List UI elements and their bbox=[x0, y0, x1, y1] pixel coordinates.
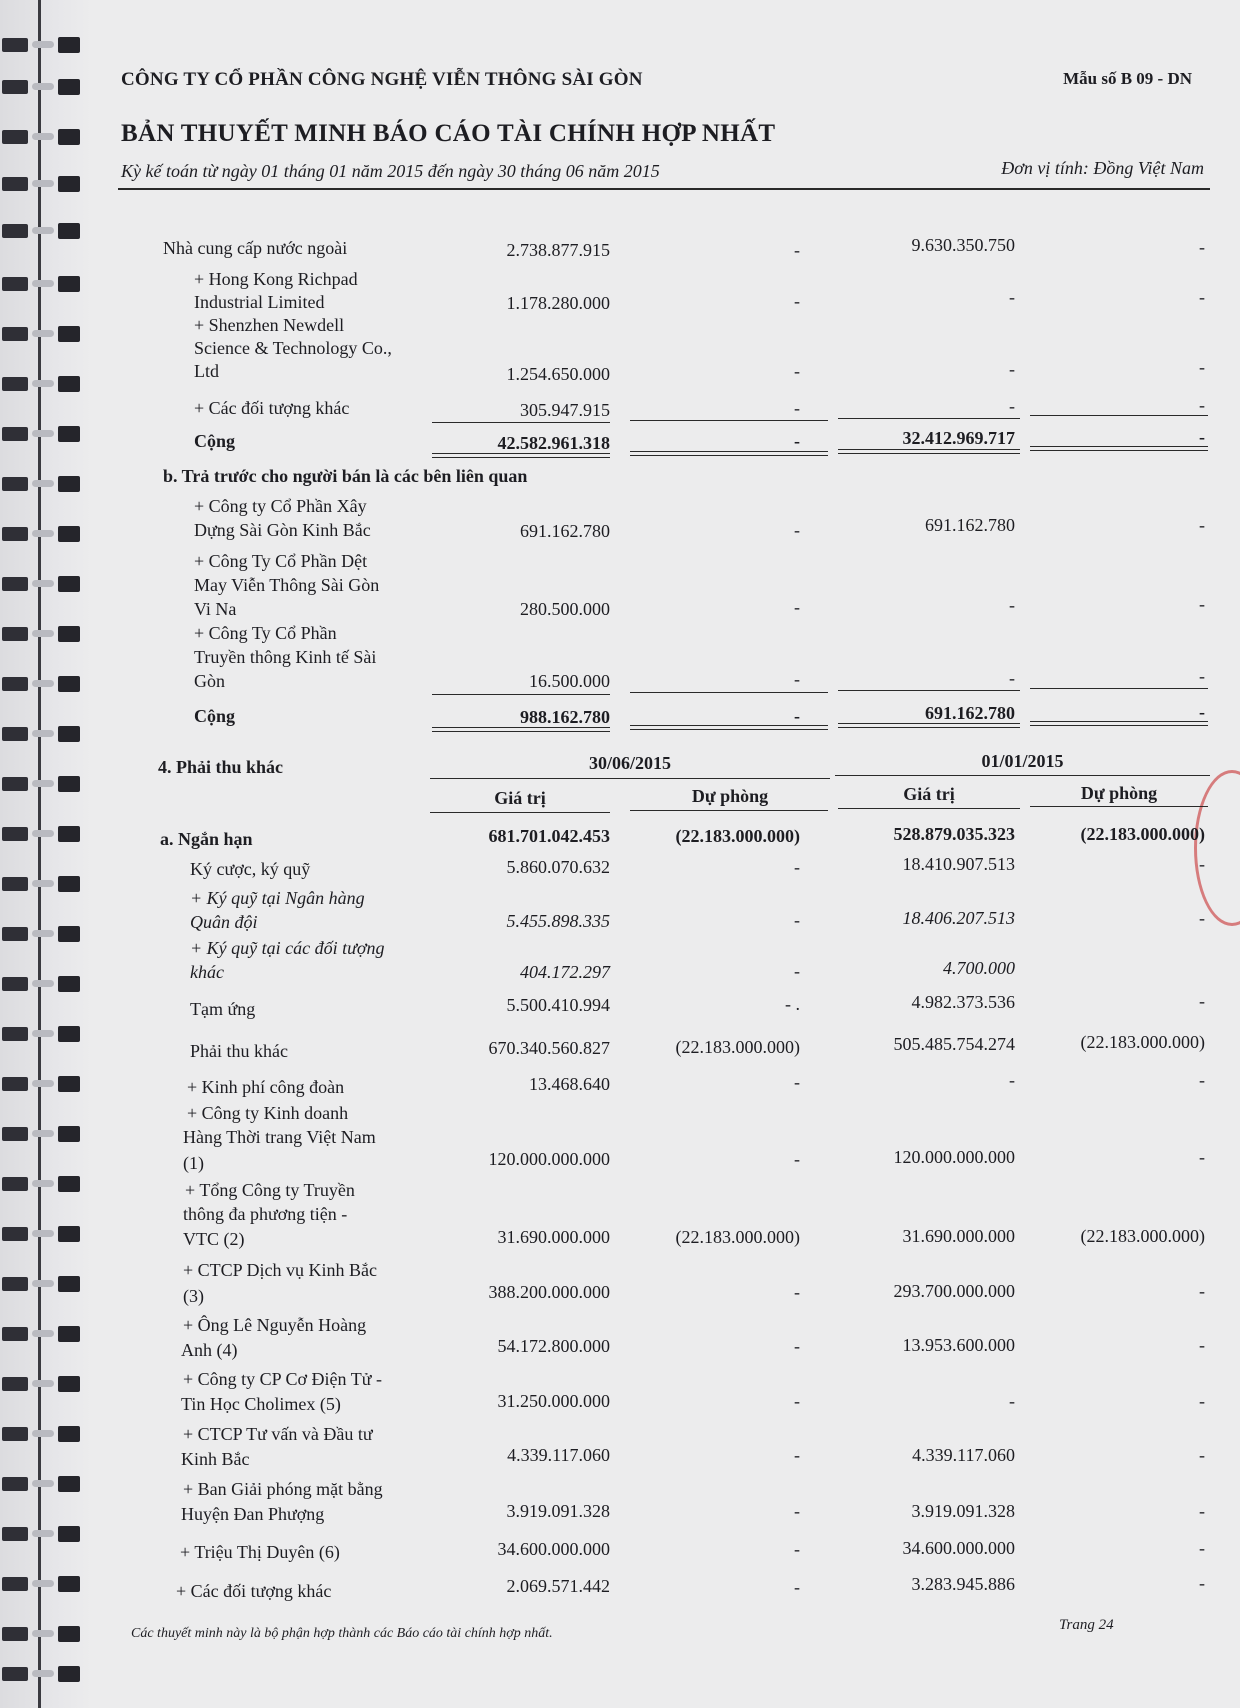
value-cell: - bbox=[794, 1072, 800, 1092]
value-cell: (22.183.000.000) bbox=[675, 1227, 800, 1247]
row-label: + Ông Lê Nguyễn Hoàng bbox=[183, 1315, 367, 1335]
row-label: (1) bbox=[183, 1153, 204, 1173]
total-label: Cộng bbox=[194, 706, 236, 726]
value-cell: - bbox=[794, 1391, 800, 1411]
col-provision-current: Dự phòng bbox=[691, 786, 769, 806]
row-label: Truyền thông Kinh tế Sài bbox=[194, 647, 377, 667]
row-label: a. Ngắn hạn bbox=[160, 829, 253, 849]
value-cell: 2.069.571.442 bbox=[506, 1576, 610, 1596]
row-label: Gòn bbox=[194, 671, 225, 691]
value-cell: - bbox=[1199, 702, 1205, 722]
col-provision-prior: Dự phòng bbox=[1080, 783, 1158, 803]
value-cell: 305.947.915 bbox=[520, 400, 610, 420]
value-cell: - bbox=[1199, 991, 1205, 1011]
value-cell: 681.701.042.453 bbox=[488, 826, 610, 846]
value-cell: 5.455.898.335 bbox=[506, 911, 610, 931]
value-cell: 54.172.800.000 bbox=[497, 1336, 610, 1356]
value-cell: - bbox=[1199, 594, 1205, 614]
row-label: + Công ty CP Cơ Điện Tử - bbox=[183, 1369, 382, 1389]
row-label: + CTCP Dịch vụ Kinh Bắc bbox=[183, 1260, 377, 1280]
value-cell: - bbox=[1199, 395, 1205, 415]
value-cell: - bbox=[794, 1149, 800, 1169]
page-number: Trang 24 bbox=[1059, 1617, 1114, 1633]
value-cell: 505.485.754.274 bbox=[893, 1034, 1015, 1054]
footer-note: Các thuyết minh này là bộ phận hợp thành các Báo cáo tài chính hợp nhất. bbox=[131, 1626, 553, 1641]
value-cell: - bbox=[1199, 427, 1205, 447]
document-title: BẢN THUYẾT MINH BÁO CÁO TÀI CHÍNH HỢP NHẤT bbox=[121, 120, 776, 147]
value-cell: 31.250.000.000 bbox=[497, 1391, 610, 1411]
total-double-rule bbox=[630, 725, 828, 730]
value-cell: 280.500.000 bbox=[520, 599, 610, 619]
value-cell: - bbox=[794, 1282, 800, 1302]
value-cell: 31.690.000.000 bbox=[497, 1227, 610, 1247]
value-cell: 32.412.969.717 bbox=[902, 428, 1015, 448]
value-cell: - bbox=[1199, 1538, 1205, 1558]
value-cell: - bbox=[1199, 1070, 1205, 1090]
value-cell: 293.700.000.000 bbox=[893, 1281, 1015, 1301]
row-label: Hàng Thời trang Việt Nam bbox=[183, 1127, 376, 1147]
subtotal-rule bbox=[432, 422, 610, 423]
value-cell: - bbox=[794, 520, 800, 540]
row-label: Anh (4) bbox=[181, 1340, 238, 1360]
value-cell: 5.500.410.994 bbox=[506, 995, 610, 1015]
section-b-heading: b. Trả trước cho người bán là các bên liên quan bbox=[163, 466, 528, 486]
row-label: + Công Ty Cổ Phần Dệt bbox=[194, 551, 368, 571]
row-label: Dựng Sài Gòn Kinh Bắc bbox=[194, 520, 371, 540]
row-label: Kinh Bắc bbox=[181, 1449, 250, 1469]
value-cell: - bbox=[1199, 1573, 1205, 1593]
subtotal-rule bbox=[838, 418, 1020, 419]
value-cell: 3.919.091.328 bbox=[911, 1501, 1015, 1521]
value-cell: - bbox=[794, 910, 800, 930]
value-cell: - bbox=[1199, 908, 1205, 928]
value-cell: - bbox=[1199, 515, 1205, 535]
row-label: + Ký quỹ tại các đối tượng bbox=[190, 938, 385, 958]
value-cell: 34.600.000.000 bbox=[497, 1539, 610, 1559]
period-rule bbox=[430, 778, 830, 779]
total-double-rule bbox=[838, 449, 1020, 454]
value-cell: 691.162.780 bbox=[925, 703, 1015, 723]
value-cell: - bbox=[1199, 1281, 1205, 1301]
form-code: Mẫu số B 09 - DN bbox=[1063, 69, 1192, 88]
row-label: Tạm ứng bbox=[190, 999, 256, 1019]
value-cell: 4.982.373.536 bbox=[911, 992, 1015, 1012]
value-cell: - bbox=[794, 597, 800, 617]
value-cell: - bbox=[794, 1336, 800, 1356]
value-cell: - bbox=[1009, 595, 1015, 615]
value-cell: 2.738.877.915 bbox=[506, 240, 610, 260]
value-cell: - bbox=[1199, 1391, 1205, 1411]
value-cell: - bbox=[1199, 1335, 1205, 1355]
row-label: May Viễn Thông Sài Gòn bbox=[194, 575, 380, 595]
row-label: Quân đội bbox=[190, 912, 258, 932]
row-label: Ltd bbox=[194, 361, 219, 381]
row-label: + CTCP Tư vấn và Đầu tư bbox=[183, 1424, 373, 1444]
col-value-prior: Giá trị bbox=[903, 784, 955, 804]
value-cell: 528.879.035.323 bbox=[893, 824, 1015, 844]
value-cell: (22.183.000.000) bbox=[1080, 1226, 1205, 1246]
value-cell: (22.183.000.000) bbox=[1080, 824, 1205, 844]
column-rule bbox=[1030, 806, 1208, 807]
value-cell: - bbox=[794, 669, 800, 689]
row-label: + Hong Kong Richpad bbox=[194, 269, 358, 289]
value-cell: - . bbox=[785, 994, 800, 1014]
subtotal-rule bbox=[1030, 688, 1208, 689]
row-label: + Triệu Thị Duyên (6) bbox=[180, 1542, 340, 1562]
value-cell: 988.162.780 bbox=[520, 707, 610, 727]
value-cell: 13.953.600.000 bbox=[902, 1335, 1015, 1355]
total-double-rule bbox=[432, 453, 610, 458]
value-cell: 4.339.117.060 bbox=[507, 1445, 610, 1465]
period-rule bbox=[835, 775, 1210, 776]
value-cell: 120.000.000.000 bbox=[488, 1149, 610, 1169]
value-cell: 13.468.640 bbox=[529, 1074, 610, 1094]
column-rule bbox=[630, 810, 828, 811]
total-double-rule bbox=[432, 727, 610, 732]
row-label: + Kinh phí công đoàn bbox=[187, 1077, 345, 1097]
period-header-prior: 01/01/2015 bbox=[981, 751, 1064, 771]
value-cell: - bbox=[1199, 1147, 1205, 1167]
row-label: khác bbox=[190, 962, 224, 982]
value-cell: - bbox=[1199, 854, 1205, 874]
value-cell: 4.339.117.060 bbox=[912, 1445, 1015, 1465]
value-cell: (22.183.000.000) bbox=[675, 1037, 800, 1057]
value-cell: - bbox=[1009, 396, 1015, 416]
value-cell: - bbox=[794, 361, 800, 381]
company-name: CÔNG TY CỔ PHẦN CÔNG NGHỆ VIỄN THÔNG SÀI GÒN bbox=[121, 69, 643, 90]
row-label: Huyện Đan Phượng bbox=[181, 1504, 325, 1524]
row-label: + Công ty Kinh doanh bbox=[187, 1103, 349, 1123]
column-rule bbox=[838, 808, 1020, 809]
value-cell: - bbox=[794, 1501, 800, 1521]
total-double-rule bbox=[630, 451, 828, 456]
value-cell: - bbox=[794, 398, 800, 418]
row-label: thông đa phương tiện - bbox=[183, 1204, 348, 1224]
row-label: Phải thu khác bbox=[190, 1041, 288, 1061]
value-cell: - bbox=[1009, 1070, 1015, 1090]
value-cell: 691.162.780 bbox=[925, 515, 1015, 535]
row-label: + Shenzhen Newdell bbox=[194, 315, 345, 335]
row-label: Ký cược, ký quỹ bbox=[190, 859, 311, 879]
value-cell: 1.254.650.000 bbox=[506, 364, 610, 384]
row-label: + Các đối tượng khác bbox=[176, 1581, 332, 1601]
row-label: Nhà cung cấp nước ngoài bbox=[163, 238, 348, 258]
total-double-rule bbox=[838, 723, 1020, 728]
value-cell: - bbox=[1009, 668, 1015, 688]
row-label: + Tổng Công ty Truyền bbox=[185, 1180, 355, 1200]
row-label: + Ban Giải phóng mặt bằng bbox=[183, 1479, 383, 1499]
value-cell: - bbox=[1199, 1501, 1205, 1521]
value-cell: - bbox=[794, 857, 800, 877]
value-cell: - bbox=[1199, 666, 1205, 686]
currency-unit: Đơn vị tính: Đồng Việt Nam bbox=[1001, 158, 1204, 178]
value-cell: 3.919.091.328 bbox=[506, 1501, 610, 1521]
value-cell: 16.500.000 bbox=[529, 671, 610, 691]
row-label: + Các đối tượng khác bbox=[194, 398, 350, 418]
value-cell: 120.000.000.000 bbox=[893, 1147, 1015, 1167]
value-cell: 34.600.000.000 bbox=[902, 1538, 1015, 1558]
value-cell: - bbox=[1199, 1445, 1205, 1465]
period-header-current: 30/06/2015 bbox=[588, 753, 671, 773]
row-label: Vi Na bbox=[194, 599, 237, 619]
value-cell: 1.178.280.000 bbox=[506, 293, 610, 313]
value-cell: - bbox=[794, 291, 800, 311]
row-label: + Ký quỹ tại Ngân hàng bbox=[190, 888, 365, 908]
value-cell: 3.283.945.886 bbox=[911, 1574, 1015, 1594]
subtotal-rule bbox=[838, 690, 1020, 691]
value-cell: 9.630.350.750 bbox=[911, 235, 1015, 255]
subtotal-rule bbox=[432, 694, 610, 695]
value-cell: (22.183.000.000) bbox=[675, 826, 800, 846]
total-label: Cộng bbox=[194, 431, 236, 451]
value-cell: 388.200.000.000 bbox=[488, 1282, 610, 1302]
row-label: (3) bbox=[183, 1286, 204, 1306]
total-double-rule bbox=[1030, 721, 1208, 726]
total-double-rule bbox=[1030, 446, 1208, 451]
value-cell: - bbox=[794, 1577, 800, 1597]
col-value-current: Giá trị bbox=[494, 788, 546, 808]
value-cell: - bbox=[794, 240, 800, 260]
value-cell: 691.162.780 bbox=[520, 521, 610, 541]
row-label: Industrial Limited bbox=[194, 292, 325, 312]
section-4-heading: 4. Phải thu khác bbox=[158, 757, 284, 777]
subtotal-rule bbox=[630, 692, 828, 693]
value-cell: - bbox=[794, 1539, 800, 1559]
value-cell: 18.406.207.513 bbox=[902, 908, 1015, 928]
subtotal-rule bbox=[630, 420, 828, 421]
value-cell: (22.183.000.000) bbox=[1080, 1032, 1205, 1052]
value-cell: - bbox=[794, 1445, 800, 1465]
row-label: Science & Technology Co., bbox=[194, 338, 392, 358]
value-cell: - bbox=[1199, 287, 1205, 307]
value-cell: 31.690.000.000 bbox=[902, 1226, 1015, 1246]
value-cell: 5.860.070.632 bbox=[506, 857, 610, 877]
value-cell: - bbox=[1009, 287, 1015, 307]
row-label: + Công ty Cổ Phần Xây bbox=[194, 496, 367, 516]
row-label: Tin Học Cholimex (5) bbox=[181, 1394, 341, 1414]
reporting-period: Kỳ kế toán từ ngày 01 tháng 01 năm 2015 đến ngày 30 tháng 06 năm 2015 bbox=[121, 161, 660, 181]
row-label: + Công Ty Cổ Phần bbox=[194, 623, 337, 643]
value-cell: - bbox=[794, 706, 800, 726]
value-cell: 4.700.000 bbox=[943, 958, 1015, 978]
value-cell: - bbox=[794, 961, 800, 981]
value-cell: 18.410.907.513 bbox=[902, 854, 1015, 874]
value-cell: 42.582.961.318 bbox=[497, 433, 610, 453]
value-cell: - bbox=[1199, 237, 1205, 257]
value-cell: 670.340.560.827 bbox=[488, 1038, 610, 1058]
value-cell: - bbox=[794, 431, 800, 451]
value-cell: - bbox=[1199, 357, 1205, 377]
row-label: VTC (2) bbox=[183, 1229, 245, 1249]
subtotal-rule bbox=[1030, 415, 1208, 416]
value-cell: - bbox=[1009, 1391, 1015, 1411]
value-cell: - bbox=[1009, 359, 1015, 379]
value-cell: 404.172.297 bbox=[520, 962, 610, 982]
column-rule bbox=[430, 812, 610, 813]
